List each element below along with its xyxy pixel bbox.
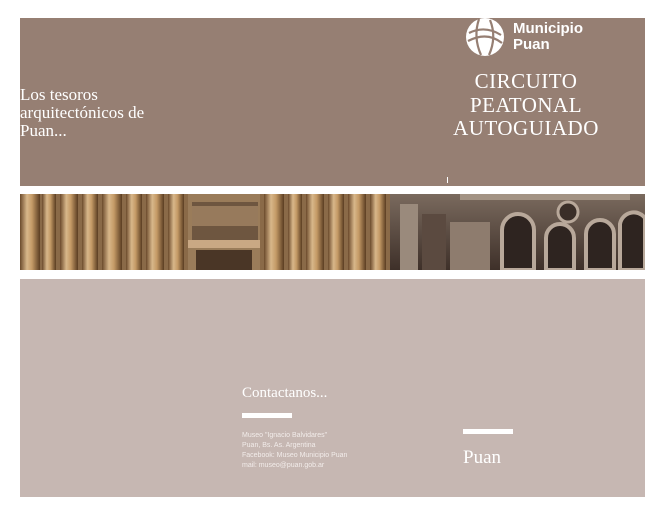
- title-line-2: PEATONAL: [469, 92, 583, 117]
- contact-heading: Contactanos...: [242, 385, 328, 401]
- contact-line-facebook[interactable]: Facebook: Museo Municipio Puan: [242, 452, 348, 459]
- divider-tick: [447, 177, 448, 183]
- contact-divider: [242, 413, 292, 418]
- puan-divider: [463, 429, 513, 434]
- puan-label: Puan: [463, 447, 501, 468]
- logo-text: [513, 21, 583, 53]
- brochure-title: [430, 70, 622, 141]
- logo-line-1: Municipio: [513, 20, 583, 37]
- tagline: Los tesoros arquitectónicos de Puan...: [20, 85, 145, 140]
- globe-icon: [465, 17, 505, 57]
- contact-line-location: Puan, Bs. As. Argentina: [242, 442, 316, 449]
- logo-line-2: Puan: [513, 36, 550, 53]
- title-line-1: CIRCUITO: [474, 69, 578, 93]
- architecture-photo: [20, 194, 645, 270]
- contact-details: [242, 431, 442, 471]
- contact-line-museum: Museo "Ignacio Balvidares": [242, 432, 328, 439]
- municipio-logo: [465, 17, 583, 57]
- title-line-3: AUTOGUIADO: [453, 116, 599, 140]
- contact-line-email[interactable]: mail: museo@puan.gob.ar: [242, 462, 325, 469]
